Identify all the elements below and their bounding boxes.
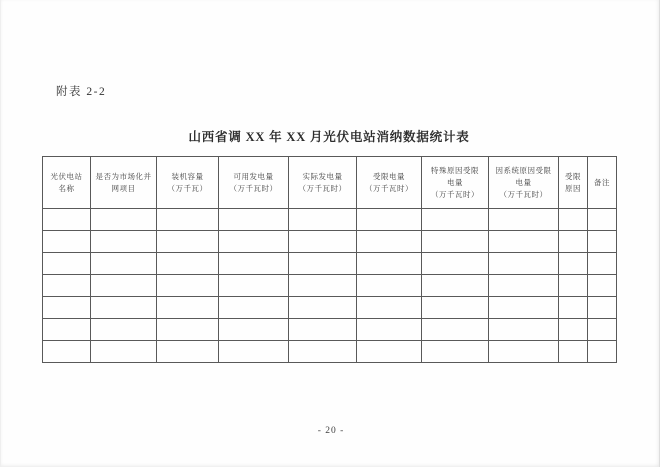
column-header-system-reason-curtailed: 因系统原因受限 电量 （万千瓦时） [489, 157, 559, 209]
table-row-5 [43, 297, 617, 319]
cell-actual-generation [289, 275, 357, 297]
cell-station-name [43, 231, 91, 253]
cell-special-reason-curtailed [422, 253, 489, 275]
cell-system-reason-curtailed [489, 253, 559, 275]
column-header-special-reason-curtailed: 特殊原因受限 电量 （万千瓦时） [422, 157, 489, 209]
cell-available-generation [219, 253, 289, 275]
cell-station-name [43, 209, 91, 231]
cell-curtailment-reason [559, 319, 588, 341]
cell-curtailed-energy [357, 231, 422, 253]
cell-station-name [43, 319, 91, 341]
table-row-7 [43, 341, 617, 363]
column-header-curtailed-energy: 受限电量 （万千瓦时） [357, 157, 422, 209]
cell-curtailment-reason [559, 253, 588, 275]
cell-actual-generation [289, 209, 357, 231]
column-header-market-grid-project: 是否为市场化并 网项目 [91, 157, 157, 209]
page-number: - 20 - [317, 426, 345, 436]
cell-available-generation [219, 209, 289, 231]
column-header-available-generation: 可用发电量 （万千瓦时） [219, 157, 289, 209]
table-body [43, 209, 617, 363]
cell-installed-capacity [157, 275, 219, 297]
table-row-6 [43, 319, 617, 341]
cell-installed-capacity [157, 297, 219, 319]
cell-station-name [43, 253, 91, 275]
cell-remarks [588, 341, 617, 363]
cell-actual-generation [289, 297, 357, 319]
cell-system-reason-curtailed [489, 275, 559, 297]
cell-installed-capacity [157, 253, 219, 275]
table-row-2 [43, 231, 617, 253]
cell-available-generation [219, 319, 289, 341]
column-header-installed-capacity: 装机容量 （万千瓦） [157, 157, 219, 209]
cell-available-generation [219, 297, 289, 319]
cell-curtailment-reason [559, 275, 588, 297]
table-row-3 [43, 253, 617, 275]
cell-system-reason-curtailed [489, 341, 559, 363]
cell-station-name [43, 341, 91, 363]
column-header-station-name: 光伏电站 名称 [43, 157, 91, 209]
cell-special-reason-curtailed [422, 297, 489, 319]
table-row-4 [43, 275, 617, 297]
cell-system-reason-curtailed [489, 319, 559, 341]
table-title: 山西省调 XX 年 XX 月光伏电站消纳数据统计表 [188, 130, 470, 144]
cell-station-name [43, 297, 91, 319]
cell-market-grid-project [91, 209, 157, 231]
column-header-actual-generation: 实际发电量 （万千瓦时） [289, 157, 357, 209]
cell-installed-capacity [157, 341, 219, 363]
cell-station-name [43, 275, 91, 297]
cell-market-grid-project [91, 275, 157, 297]
cell-curtailed-energy [357, 253, 422, 275]
cell-market-grid-project [91, 253, 157, 275]
cell-remarks [588, 319, 617, 341]
cell-remarks [588, 231, 617, 253]
cell-remarks [588, 297, 617, 319]
cell-actual-generation [289, 319, 357, 341]
cell-special-reason-curtailed [422, 231, 489, 253]
cell-system-reason-curtailed [489, 231, 559, 253]
cell-remarks [588, 275, 617, 297]
cell-installed-capacity [157, 319, 219, 341]
cell-available-generation [219, 275, 289, 297]
table-row-1 [43, 209, 617, 231]
cell-actual-generation [289, 231, 357, 253]
cell-special-reason-curtailed [422, 209, 489, 231]
cell-curtailment-reason [559, 341, 588, 363]
header-row [43, 157, 617, 209]
cell-curtailment-reason [559, 209, 588, 231]
table-container [42, 156, 617, 363]
cell-curtailment-reason [559, 231, 588, 253]
cell-actual-generation [289, 341, 357, 363]
cell-special-reason-curtailed [422, 319, 489, 341]
cell-curtailed-energy [357, 319, 422, 341]
cell-market-grid-project [91, 297, 157, 319]
cell-installed-capacity [157, 231, 219, 253]
cell-actual-generation [289, 253, 357, 275]
cell-market-grid-project [91, 231, 157, 253]
cell-installed-capacity [157, 209, 219, 231]
column-header-remarks: 备注 [588, 157, 617, 209]
cell-curtailed-energy [357, 275, 422, 297]
cell-curtailed-energy [357, 297, 422, 319]
column-header-curtailment-reason: 受限 原因 [559, 157, 588, 209]
cell-system-reason-curtailed [489, 209, 559, 231]
appendix-label: 附表 2-2 [56, 86, 107, 98]
cell-market-grid-project [91, 319, 157, 341]
cell-curtailed-energy [357, 341, 422, 363]
cell-curtailment-reason [559, 297, 588, 319]
cell-special-reason-curtailed [422, 275, 489, 297]
statistics-table [42, 156, 617, 363]
cell-special-reason-curtailed [422, 341, 489, 363]
cell-market-grid-project [91, 341, 157, 363]
cell-remarks [588, 209, 617, 231]
cell-system-reason-curtailed [489, 297, 559, 319]
cell-curtailed-energy [357, 209, 422, 231]
cell-available-generation [219, 341, 289, 363]
cell-available-generation [219, 231, 289, 253]
cell-remarks [588, 253, 617, 275]
